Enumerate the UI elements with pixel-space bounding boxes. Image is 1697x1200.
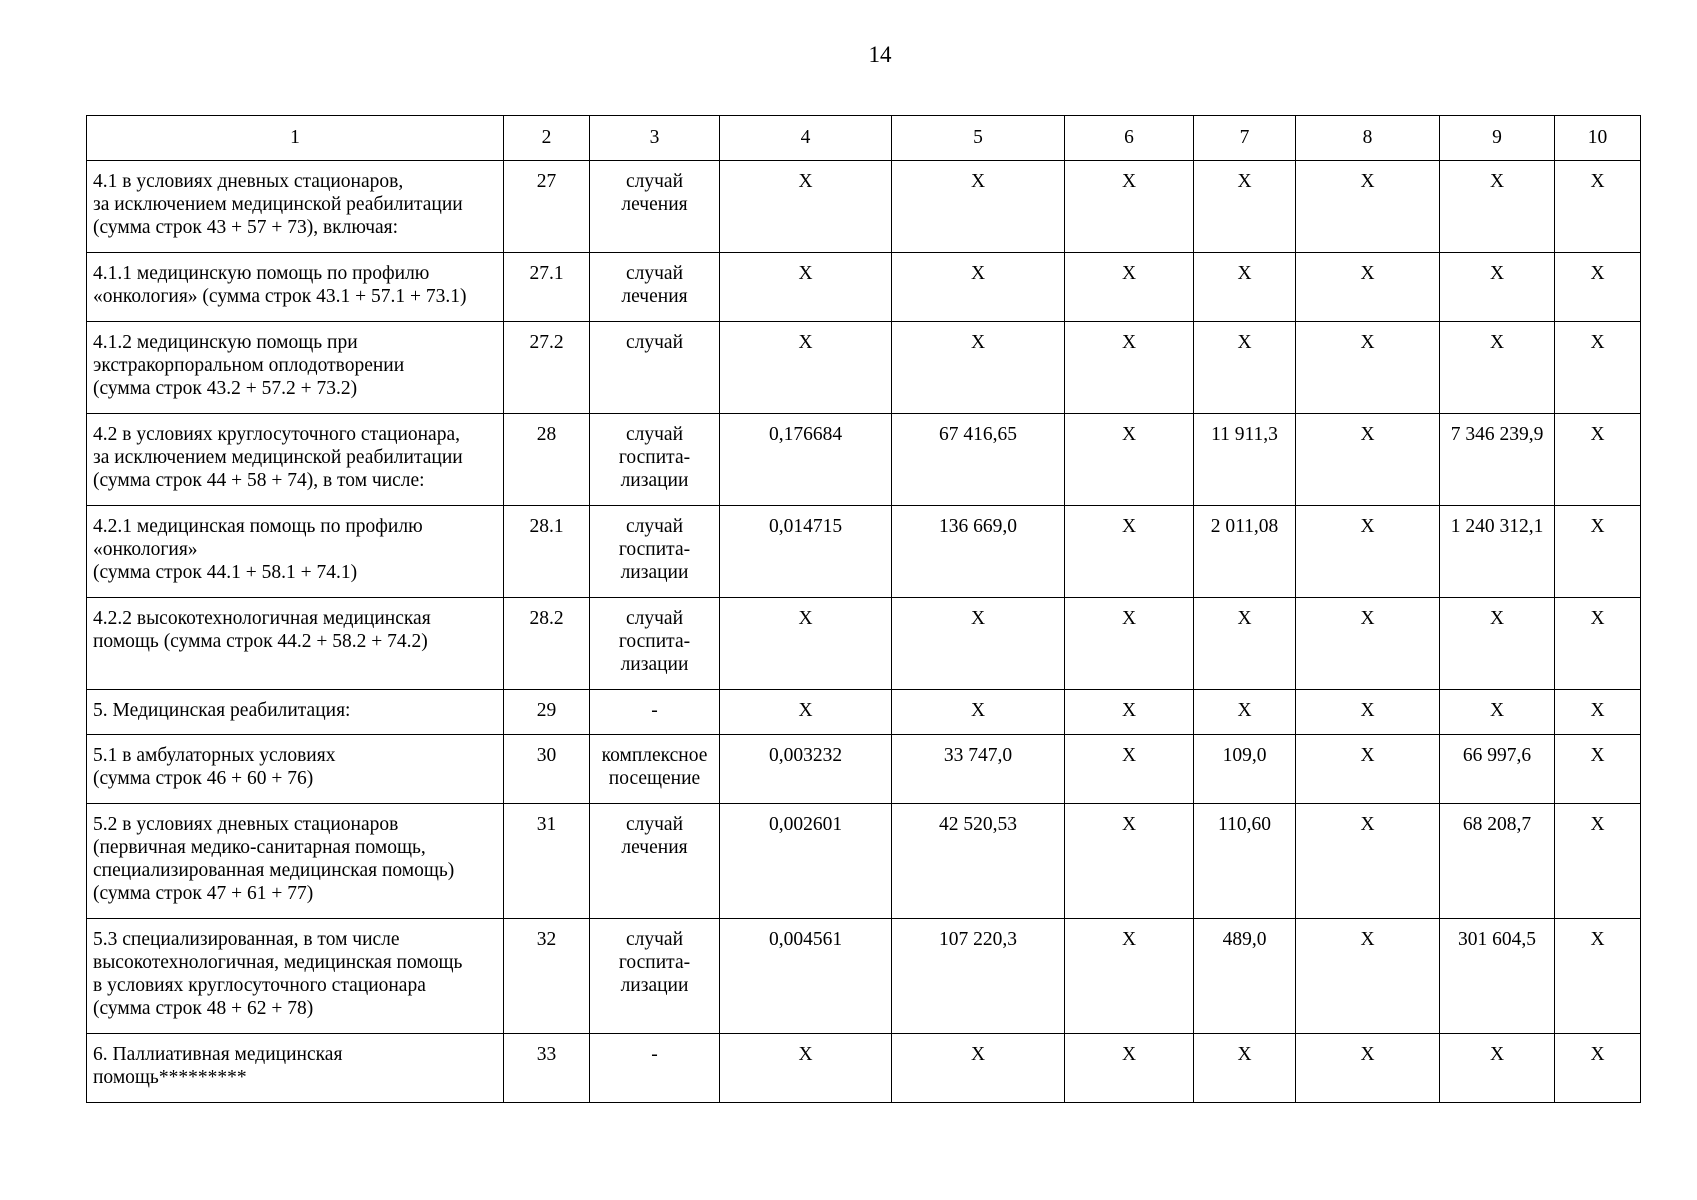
table-cell: X [720,253,892,322]
table-cell: X [1194,598,1296,690]
row-unit: случай лечения [590,804,720,919]
table-cell: X [892,322,1065,414]
table-cell: 67 416,65 [892,414,1065,506]
table-cell: X [720,598,892,690]
column-header: 3 [590,116,720,161]
row-number: 28 [504,414,590,506]
row-description: 4.1.2 медицинскую помощь при экстракорпоральном оплодотворении (сумма строк 43.2 + 57.2 + 73.2) [87,322,504,414]
table-cell: X [720,161,892,253]
table-cell: 109,0 [1194,735,1296,804]
table-cell: X [1440,690,1555,735]
column-header: 10 [1555,116,1641,161]
table-row [87,598,1641,690]
table-row [87,804,1641,919]
table-cell: X [1555,919,1641,1034]
table-row [87,735,1641,804]
row-description: 5.1 в амбулаторных условиях (сумма строк 46 + 60 + 76) [87,735,504,804]
row-number: 27.1 [504,253,590,322]
table-cell: X [1296,804,1440,919]
table-cell: X [1194,690,1296,735]
column-header: 9 [1440,116,1555,161]
table-cell: X [1296,506,1440,598]
row-description: 4.2.2 высокотехнологичная медицинская помощь (сумма строк 44.2 + 58.2 + 74.2) [87,598,504,690]
row-unit: - [590,690,720,735]
row-number: 33 [504,1034,590,1103]
table-cell: X [1065,919,1194,1034]
row-number: 32 [504,919,590,1034]
row-unit: комплексное посещение [590,735,720,804]
table-cell: 2 011,08 [1194,506,1296,598]
table-cell: X [892,253,1065,322]
row-number: 27 [504,161,590,253]
table-cell: X [1296,919,1440,1034]
table-cell: X [1065,735,1194,804]
table-cell: X [1296,414,1440,506]
table-cell: X [1296,735,1440,804]
table-cell: X [1065,690,1194,735]
table-cell: X [1296,598,1440,690]
table-cell: X [892,1034,1065,1103]
page-number: 14 [868,42,892,67]
table-cell: X [1065,414,1194,506]
table-cell: X [1065,506,1194,598]
row-number: 29 [504,690,590,735]
row-description: 4.1.1 медицинскую помощь по профилю «онкология» (сумма строк 43.1 + 57.1 + 73.1) [87,253,504,322]
table-cell: 0,004561 [720,919,892,1034]
table-cell: X [1555,1034,1641,1103]
row-unit: случай госпита- лизации [590,598,720,690]
table-cell: X [1555,690,1641,735]
table-cell: X [1296,690,1440,735]
table-cell: 68 208,7 [1440,804,1555,919]
row-description: 4.2.1 медицинская помощь по профилю «онкология» (сумма строк 44.1 + 58.1 + 74.1) [87,506,504,598]
data-table [86,115,1641,1103]
row-number: 30 [504,735,590,804]
table-cell: X [720,322,892,414]
row-number: 31 [504,804,590,919]
table-cell: X [892,598,1065,690]
row-unit: - [590,1034,720,1103]
table-row [87,161,1641,253]
table-cell: 107 220,3 [892,919,1065,1034]
table-cell: X [720,1034,892,1103]
table-cell: 0,014715 [720,506,892,598]
table-cell: 1 240 312,1 [1440,506,1555,598]
row-description: 4.1 в условиях дневных стационаров, за исключением медицинской реабилитации (сумма строк 43 + 57 + 73), включая: [87,161,504,253]
table-cell: 33 747,0 [892,735,1065,804]
table-cell: X [1555,322,1641,414]
table-cell: X [1555,735,1641,804]
table-cell: X [1296,161,1440,253]
column-header: 5 [892,116,1065,161]
table-cell: X [1440,161,1555,253]
table-cell: 7 346 239,9 [1440,414,1555,506]
column-header: 7 [1194,116,1296,161]
table-row [87,414,1641,506]
table-cell: X [1440,1034,1555,1103]
table-cell: X [1194,1034,1296,1103]
table-cell: 489,0 [1194,919,1296,1034]
table-row [87,919,1641,1034]
table-cell: 110,60 [1194,804,1296,919]
table-cell: X [1065,598,1194,690]
table-cell: X [1194,253,1296,322]
table-cell: X [1194,322,1296,414]
row-description: 5.3 специализированная, в том числе высокотехнологичная, медицинская помощь в условиях круглосуточного стационара (сумма строк 48 + 62 + 78) [87,919,504,1034]
table-header-row [87,116,1641,161]
table-cell: X [1555,598,1641,690]
table-row [87,253,1641,322]
row-unit: случай [590,322,720,414]
table-cell: X [1065,322,1194,414]
column-header: 1 [87,116,504,161]
table-row [87,322,1641,414]
row-unit: случай госпита- лизации [590,414,720,506]
table-cell: X [1296,322,1440,414]
row-unit: случай лечения [590,253,720,322]
table-cell: X [892,690,1065,735]
column-header: 8 [1296,116,1440,161]
row-number: 28.1 [504,506,590,598]
row-number: 27.2 [504,322,590,414]
table-cell: X [1296,1034,1440,1103]
table-cell: X [1065,1034,1194,1103]
table-cell: X [720,690,892,735]
table-cell: 0,003232 [720,735,892,804]
table-cell: 136 669,0 [892,506,1065,598]
table-cell: X [1555,161,1641,253]
column-header: 2 [504,116,590,161]
table-cell: X [1440,253,1555,322]
row-unit: случай госпита- лизации [590,506,720,598]
row-number: 28.2 [504,598,590,690]
table-cell: X [892,161,1065,253]
row-unit: случай госпита- лизации [590,919,720,1034]
row-description: 4.2 в условиях круглосуточного стационара, за исключением медицинской реабилитации (сумма строк 44 + 58 + 74), в том числе: [87,414,504,506]
table-cell: 42 520,53 [892,804,1065,919]
table-cell: X [1440,322,1555,414]
table-cell: X [1296,253,1440,322]
table-row [87,1034,1641,1103]
table-cell: 0,002601 [720,804,892,919]
table-cell: X [1555,506,1641,598]
column-header: 4 [720,116,892,161]
table-cell: 0,176684 [720,414,892,506]
table-cell: X [1555,253,1641,322]
row-unit: случай лечения [590,161,720,253]
table-cell: X [1440,598,1555,690]
row-description: 5.2 в условиях дневных стационаров (первичная медико-санитарная помощь, специализированная медицинская помощь) (сумма строк 47 + 61 + 77) [87,804,504,919]
table-cell: X [1555,804,1641,919]
table-row [87,690,1641,735]
table-cell: X [1194,161,1296,253]
table-cell: X [1065,804,1194,919]
row-description: 5. Медицинская реабилитация: [87,690,504,735]
column-header: 6 [1065,116,1194,161]
table-cell: X [1065,161,1194,253]
table-cell: X [1065,253,1194,322]
table-cell: 301 604,5 [1440,919,1555,1034]
table-row [87,506,1641,598]
table-cell: X [1555,414,1641,506]
table-cell: 66 997,6 [1440,735,1555,804]
table-cell: 11 911,3 [1194,414,1296,506]
row-description: 6. Паллиативная медицинская помощь********* [87,1034,504,1103]
